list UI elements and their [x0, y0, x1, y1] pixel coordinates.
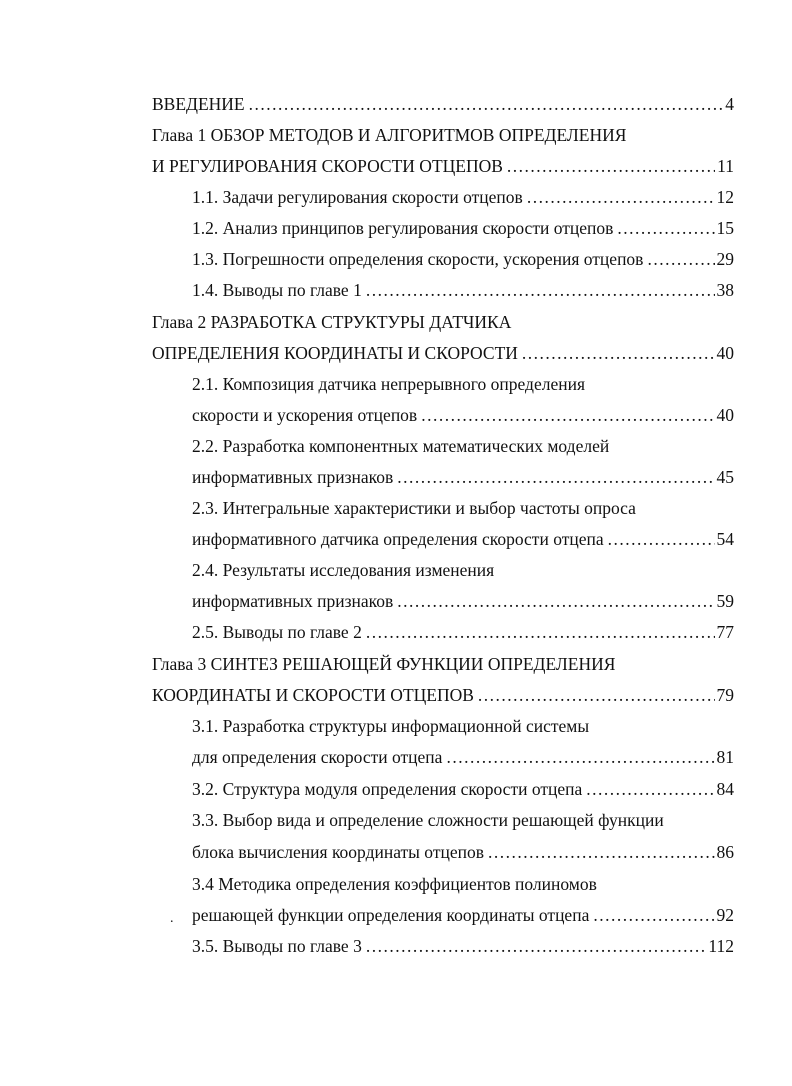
toc-title: КООРДИНАТЫ И СКОРОСТИ ОТЦЕПОВ [152, 685, 474, 705]
toc-page-number: 12 [716, 187, 734, 207]
toc-title: 2.3. Интегральные характеристики и выбор частоты опроса [192, 498, 636, 518]
toc-chapter-2-entry [152, 339, 734, 367]
toc-entry-2-4-line1 [192, 556, 734, 584]
toc-entry-1-3 [192, 245, 734, 273]
stray-dot-mark: . [170, 911, 174, 926]
toc-entry-3-1-line1 [192, 712, 734, 740]
toc-title: 1.1. Задачи регулирования скорости отцепов [192, 187, 523, 207]
toc-page-number: 4 [725, 94, 734, 114]
toc-title: 2.1. Композиция датчика непрерывного определения [192, 374, 585, 394]
toc-title: 3.4 Методика определения коэффициентов полиномов [192, 874, 597, 894]
toc-title: 2.4. Результаты исследования изменения [192, 560, 495, 580]
toc-title: блока вычисления координаты отцепов [192, 842, 484, 862]
toc-entry-2-2 [192, 463, 734, 491]
toc-title: решающей функции определения координаты отцепа [192, 905, 590, 925]
toc-entry-2-3 [192, 525, 734, 553]
toc-title: 3.2. Структура модуля определения скорости отцепа [192, 779, 583, 799]
toc-leader [249, 90, 724, 118]
toc-leader [478, 681, 715, 709]
toc-page-number: 79 [716, 685, 734, 705]
toc-leader [366, 618, 715, 646]
toc-entry-2-5 [192, 618, 734, 646]
toc-page-number: 81 [716, 747, 734, 767]
toc-leader [586, 775, 714, 803]
toc-page-number: 38 [716, 280, 734, 300]
toc-title: ВВЕДЕНИЕ [152, 94, 245, 114]
toc-entry-1-4 [192, 276, 734, 304]
toc-entry-2-3-line1 [192, 494, 734, 522]
toc-page-number: 29 [716, 249, 734, 269]
toc-chapter-3-entry [152, 681, 734, 709]
toc-leader [488, 838, 715, 866]
toc-title: информативных признаков [192, 467, 394, 487]
toc-page-number: 84 [716, 779, 734, 799]
toc-chapter-1-heading [152, 121, 734, 149]
toc-entry-2-1-line1 [192, 370, 734, 398]
toc-leader [593, 901, 714, 929]
toc-leader [507, 152, 715, 180]
toc-leader [608, 525, 715, 553]
toc-page-number: 45 [716, 467, 734, 487]
toc-entry-3-2 [192, 775, 734, 803]
toc-entry-1-2 [192, 214, 734, 242]
toc-title: ОПРЕДЕЛЕНИЯ КООРДИНАТЫ И СКОРОСТИ [152, 343, 518, 363]
toc-entry-3-3-line1 [192, 806, 734, 834]
toc-leader [522, 339, 715, 367]
toc-leader [617, 214, 714, 242]
toc-leader [647, 245, 714, 273]
toc-entry-3-4-line1 [192, 870, 734, 898]
toc-page-number: 54 [716, 529, 734, 549]
toc-title: Глава 3 СИНТЕЗ РЕШАЮЩЕЙ ФУНКЦИИ ОПРЕДЕЛЕНИЯ [152, 654, 616, 674]
toc-leader [527, 183, 715, 211]
toc-chapter-2-heading [152, 308, 734, 336]
toc-page-number: 11 [717, 156, 734, 176]
toc-leader [397, 463, 714, 491]
toc-chapter-3-heading [152, 650, 734, 678]
toc-title: 2.2. Разработка компонентных математических моделей [192, 436, 610, 456]
toc-entry-2-1 [192, 401, 734, 429]
toc-title: И РЕГУЛИРОВАНИЯ СКОРОСТИ ОТЦЕПОВ [152, 156, 503, 176]
toc-leader [446, 743, 714, 771]
toc-page-number: 15 [716, 218, 734, 238]
toc-page-number: 40 [716, 343, 734, 363]
toc-title: информативных признаков [192, 591, 394, 611]
toc-page-number: 59 [716, 591, 734, 611]
toc-title: 3.5. Выводы по главе 3 [192, 936, 362, 956]
toc-chapter-1-entry [152, 152, 734, 180]
toc-title: Глава 1 ОБЗОР МЕТОДОВ И АЛГОРИТМОВ ОПРЕДЕЛЕНИЯ [152, 125, 627, 145]
toc-page-number: 77 [716, 622, 734, 642]
toc-entry-intro [152, 90, 734, 118]
toc-page-number: 40 [716, 405, 734, 425]
toc-page-number: 112 [708, 936, 734, 956]
toc-title: 2.5. Выводы по главе 2 [192, 622, 362, 642]
toc-title: для определения скорости отцепа [192, 747, 443, 767]
toc-entry-3-3 [192, 838, 734, 866]
toc-page-number: 92 [716, 905, 734, 925]
toc-title: Глава 2 РАЗРАБОТКА СТРУКТУРЫ ДАТЧИКА [152, 312, 512, 332]
toc-entry-3-5 [192, 932, 734, 960]
toc-entry-3-1 [192, 743, 734, 771]
toc-leader [421, 401, 714, 429]
toc-title: 1.4. Выводы по главе 1 [192, 280, 362, 300]
toc-page-number: 86 [716, 842, 734, 862]
toc-title: 1.3. Погрешности определения скорости, ускорения отцепов [192, 249, 644, 269]
toc-entry-1-1 [192, 183, 734, 211]
toc-title: информативного датчика определения скорости отцепа [192, 529, 604, 549]
toc-entry-3-4 [192, 901, 734, 929]
toc-title: 3.1. Разработка структуры информационной системы [192, 716, 590, 736]
toc-leader [397, 587, 714, 615]
toc-leader [366, 932, 707, 960]
toc-title: 3.3. Выбор вида и определение сложности решающей функции [192, 810, 664, 830]
toc-title: скорости и ускорения отцепов [192, 405, 418, 425]
toc-entry-2-2-line1 [192, 432, 734, 460]
toc-leader [366, 276, 715, 304]
toc-entry-2-4 [192, 587, 734, 615]
toc-title: 1.2. Анализ принципов регулирования скорости отцепов [192, 218, 614, 238]
